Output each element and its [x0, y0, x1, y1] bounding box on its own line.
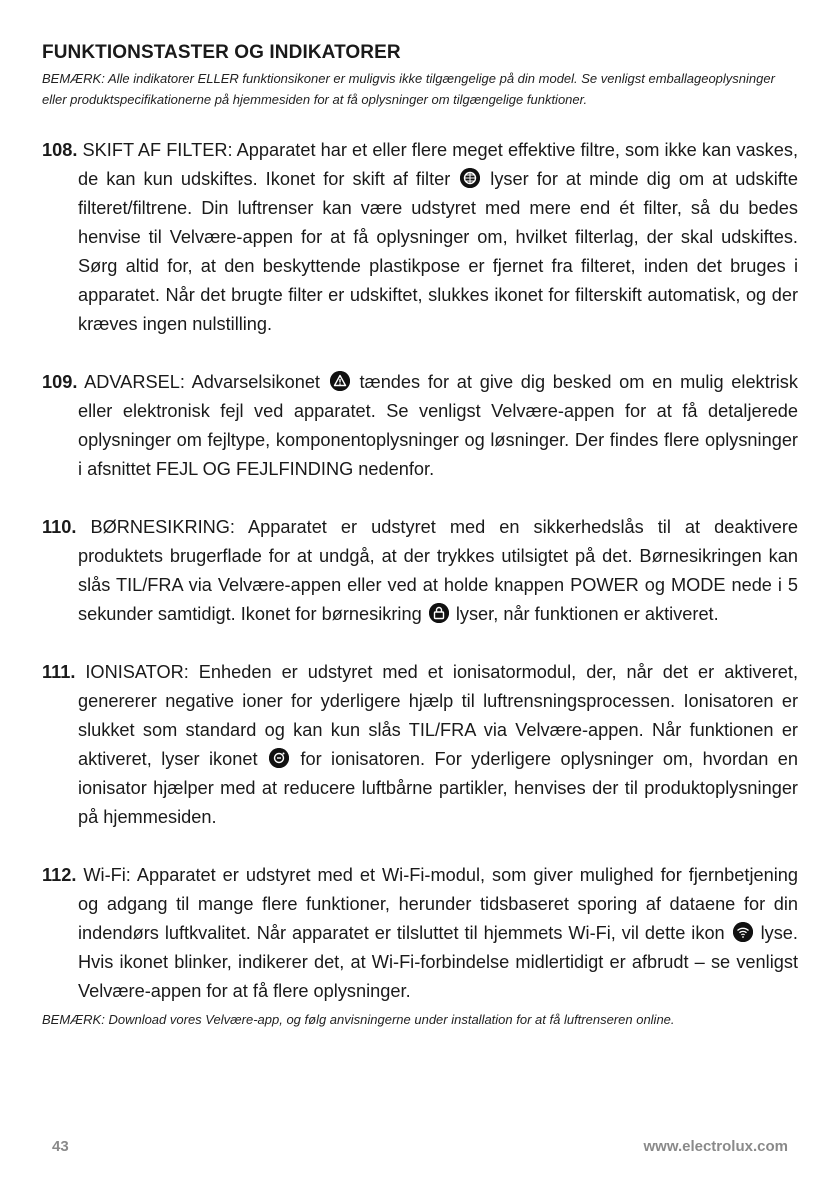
- warning-icon: [330, 371, 350, 391]
- page-title: FUNKTIONSTASTER OG INDIKATORER: [42, 42, 401, 63]
- feature-list: [42, 136, 798, 1006]
- website-link[interactable]: www.electrolux.com: [643, 1138, 788, 1155]
- item-text-after: lyser, når funktionen er aktiveret.: [455, 604, 719, 624]
- page-footer: [52, 1138, 788, 1155]
- item-number: 109.: [42, 372, 78, 392]
- item-text-before: ADVARSEL: Advarselsikonet: [84, 372, 320, 392]
- item-text-before: BØRNESIKRING: Apparatet er udstyret med en sikkerhedslås til at deaktivere produktets brugerflade for at undgå, at der trykkes utilsigtet på det. Børnesikringen kan slås TIL/FRA via Velvære-appen eller ved at holde knappen POWER og MODE nede i 5 sekunder samtidigt. Ikonet for børnesikring: [78, 517, 799, 624]
- list-item-warning: [42, 368, 798, 484]
- item-number: 112.: [42, 865, 77, 885]
- item-text-after: tændes for at give dig besked om en mulig elektrisk eller elektronisk fejl ved apparatet. Se venligst Velvære-appen for at få detaljerede oplysninger om fejltype, komponentoplysninger og løsninger. Der findes flere oplysninger i afsnittet FEJL OG FEJLFINDING nedenfor.: [78, 372, 798, 479]
- item-text-before: IONISATOR: Enheden er udstyret med et ionisatormodul, der, når det er aktiveret, genererer negative ioner for yderligere hjælp til luftrensningsprocessen. Ionisatoren er slukket som standard og kan kun slås TIL/FRA via Velvære-appen. Når funktionen er aktiveret, lyser ikonet: [78, 662, 798, 769]
- list-item-wifi: [42, 861, 798, 1006]
- item-number: 111.: [42, 662, 76, 682]
- list-item-ionizer: [42, 658, 798, 832]
- item-text-after: lyse. Hvis ikonet blinker, indikerer det, at Wi-Fi-forbindelse midlertidigt er afbrudt – se venligst Velvære-appen for at få flere oplysninger.: [78, 923, 798, 1001]
- item-number: 108.: [42, 140, 78, 160]
- item-text-after: lyser for at minde dig om at udskifte filteret/filtrene. Din luftrenser kan være udstyret med mere end ét filter, så du bedes henvise til Velvære-appen for at få oplysninger om, hvilket filterlag, der skal udskiftes. Sørg altid for, at den beskyttende plastikpose er fjernet fra filteret, inden det bruges i apparatet. Når det brugte filter er udskiftet, slukkes ikonet for filterskift automatisk, og der kræves ingen nulstilling.: [78, 169, 798, 334]
- item-text-before: Wi-Fi: Apparatet er udstyret med et Wi-Fi-modul, som giver mulighed for fjernbetjening og adgang til mange flere funktioner, herunder tidsbaseret sporing af dataene for din indendørs luftkvalitet. Når apparatet er tilsluttet til hjemmets Wi-Fi, vil dette ikon: [78, 865, 798, 943]
- item-text-after: for ionisatoren. For yderligere oplysninger om, hvordan en ionisator hjælper med at reducere luftbårne partikler, henvises der til produktoplysninger på hjemmesiden.: [78, 749, 798, 827]
- availability-note: BEMÆRK: Alle indikatorer ELLER funktionsikoner er muligvis ikke tilgængelige på din model. Se venligst emballageoplysninger eller produktspecifikationerne på hjemmesiden for at få oplysninger om tilgængelige funktioner.: [42, 71, 775, 107]
- download-app-note: BEMÆRK: Download vores Velvære-app, og følg anvisningerne under installation for at få luftrenseren online.: [42, 1012, 675, 1027]
- item-number: 110.: [42, 517, 77, 537]
- wifi-icon: [733, 922, 753, 942]
- page-number: 43: [52, 1138, 69, 1155]
- filter-icon: [460, 168, 480, 188]
- list-item-child-lock: [42, 513, 798, 629]
- ionizer-icon: [269, 748, 289, 768]
- document-page: [42, 42, 798, 1029]
- item-text-before: SKIFT AF FILTER: Apparatet har et eller flere meget effektive filtre, som ikke kan vaskes, de kan kun udskiftes. Ikonet for skift af filter: [78, 140, 799, 189]
- lock-icon: [429, 603, 449, 623]
- list-item-filter-change: [42, 136, 798, 339]
